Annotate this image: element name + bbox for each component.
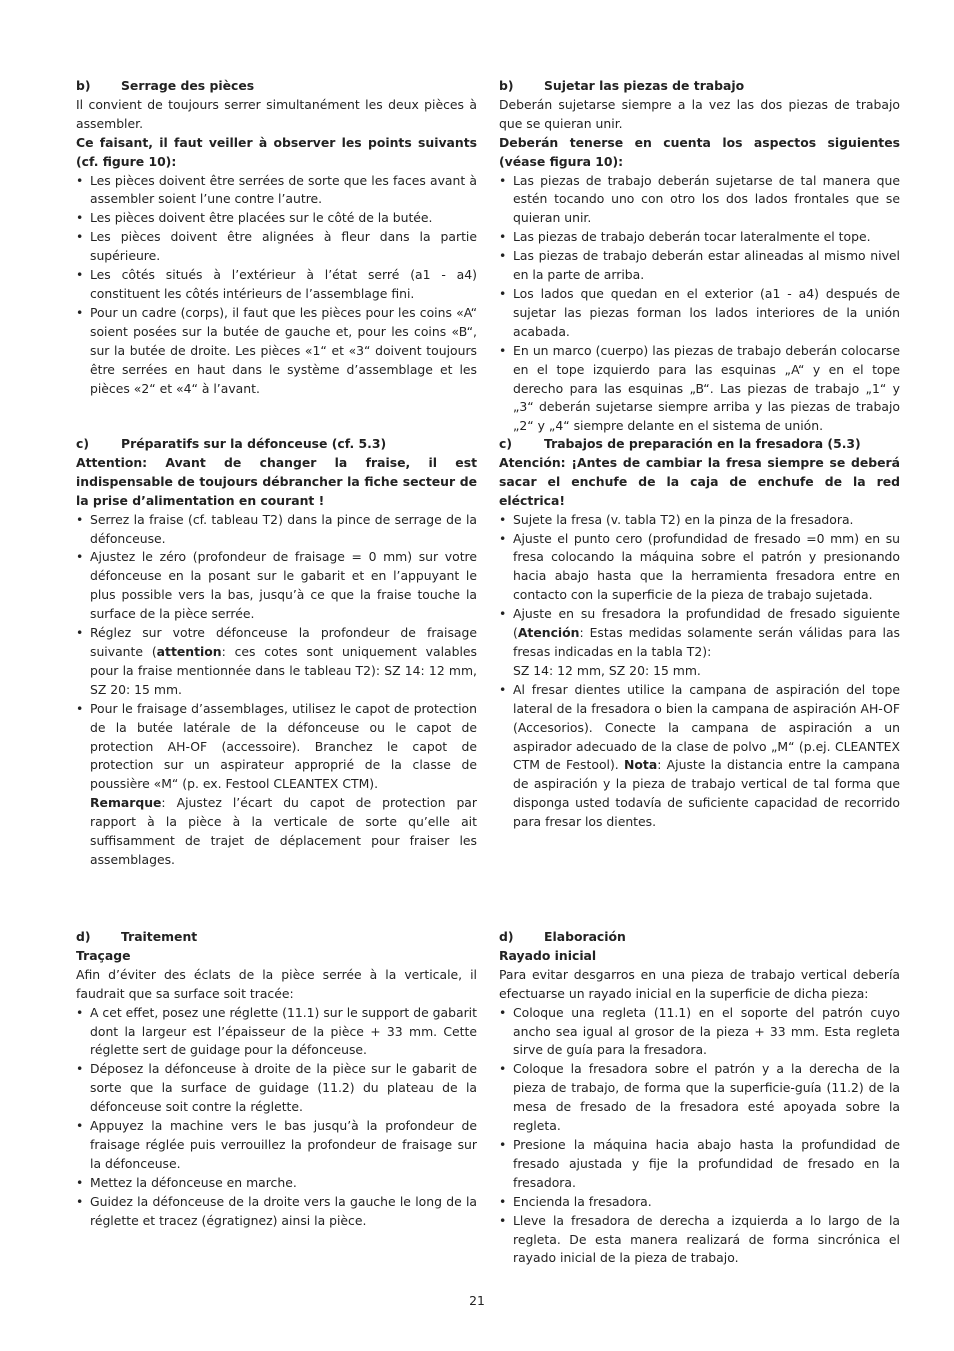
section-heading — [499, 435, 900, 454]
section-letter: d) — [499, 929, 514, 944]
list-item: • Ajuste el punto cero (profundidad de fresado =0 mm) en su fresa colocando la máquina sobre el patrón y presionando hacia abajo hasta que la herramienta fresadora entre en contacto con la superficie de la pieza de trabajo sujetada. — [499, 530, 900, 606]
subtitle: Traçage — [76, 947, 131, 963]
bold-text: Atención — [517, 625, 580, 641]
list-item: • Les pièces doivent être placées sur le côté de la butée. — [76, 209, 477, 228]
section-letter: c) — [499, 436, 513, 451]
warning-paragraph: Atención: ¡Antes de cambiar la fresa siempre se deberá sacar el enchufe de la caja de enchufe de la red eléctrica! — [499, 454, 900, 508]
section-title: Traitement — [121, 929, 198, 944]
section-b-fr — [76, 77, 477, 398]
section-letter: b) — [499, 78, 514, 93]
list-item — [499, 605, 900, 681]
list-item: • A cet effet, posez une réglette (11.1) sur le support de gabarit dont la largeur est l’épaisseur de la pièce + 33 mm. Cette réglette sert de guidage pour la défonceuse. — [76, 1004, 477, 1061]
list-item: • Appuyez la machine vers le bas jusqu’à la profondeur de fraisage réglée puis verrouillez la profondeur de fraisage sur la défonceuse. — [76, 1117, 477, 1174]
list-item: • Ajustez le zéro (profondeur de fraisage = 0 mm) sur votre défonceuse en la posant sur le gabarit et en l’appuyant le plus possible vers la bas, jusqu’à ce que la fraise touche la surface de la pièce serrée. — [76, 548, 477, 624]
list-item: • Las piezas de trabajo deberán sujetarse de tal manera que estén tocando uno con otro los dos lados frontales que se quieran unir. — [499, 172, 900, 229]
page-number: 21 — [469, 1293, 485, 1308]
section-letter: c) — [76, 436, 90, 451]
list-item: • Pour un cadre (corps), il faut que les pièces pour les coins «A“ soient posées sur la butée de gauche et, pour les coins «B“, sur la butée de droite. Les pièces «1“ et «3“ doivent toujours être serrées en haut dans le système d’assemblage et les pièces «2“ et «4“ à l’avant. — [76, 304, 477, 399]
list-item — [499, 681, 900, 832]
section-title: Trabajos de preparación en la fresadora (5.3) — [544, 436, 861, 451]
bullet-list — [499, 1004, 900, 1269]
text: Ajuste en su fresadora la profundidad de fresado siguiente ( — [513, 606, 900, 641]
section-b-es — [499, 77, 900, 436]
list-item: • Las piezas de trabajo deberán tocar lateralmente el tope. — [499, 228, 900, 247]
section-heading — [76, 435, 477, 454]
list-item: • Pour le fraisage d’assemblages, utilisez le capot de protection de la butée latérale de la défonceuse ou le capot de protection AH-OF (accessoire). Branchez le capot de protection sur un aspirateur approprié de la classe de poussière «M“ (p. ex. Festool CLEANTEX CTM). — [76, 700, 477, 795]
list-item: • Les côtés situés à l’extérieur à l’état serré (a1 - a4) constituent les côtés intérieurs de l’assemblage fini. — [76, 266, 477, 304]
section-title: Elaboración — [544, 929, 626, 944]
warning-paragraph: Attention: Avant de changer la fraise, il est indispensable de toujours débrancher la fiche secteur de la prise d’alimentation en courant ! — [76, 454, 477, 508]
text: : Estas medidas solamente serán válidas para las fresas indicadas en la tabla T2): — [513, 625, 900, 659]
list-item: • Les pièces doivent être alignées à fleur dans la partie supérieure. — [76, 228, 477, 266]
list-item: • En un marco (cuerpo) las piezas de trabajo deberán colocarse en el tope izquierdo para las esquinas „A“ y en el tope derecho para las esquinas „B“. Las piezas de trabajo „1“ y „3“ deberán sujetarse siempre arriba y las piezas de trabajo „2“ y „4“ siempre delante en el sistema de unión. — [499, 342, 900, 437]
section-d-es — [499, 928, 900, 1268]
text: Al fresar dientes utilice la campana de aspiración del tope lateral de la fresadora o bien la campana de aspiración AH-OF (Accesorios). Conecte la campana de aspiración a un aspirador adecuado de la clase de polvo „M“ (p.ej. CLEANTEX CTM de Festool). — [513, 681, 900, 773]
paragraph: Afin d’éviter des éclats de la pièce serrée à la verticale, il faudrait que sa surface soit tracée: — [76, 966, 477, 1001]
section-heading — [76, 928, 477, 947]
note-paragraph — [76, 794, 477, 870]
section-title: Serrage des pièces — [121, 78, 255, 93]
list-item: • Guidez la défonceuse de la droite vers la gauche le long de la réglette et tracez (égratignez) ainsi la pièce. — [76, 1193, 477, 1231]
list-item: • Déposez la défonceuse à droite de la pièce sur le gabarit de sorte que la surface de guidage (11.2) du plateau de la défonceuse soit contre la réglette. — [76, 1060, 477, 1117]
list-item: • Sujete la fresa (v. tabla T2) en la pinza de la fresadora. — [499, 511, 900, 530]
list-item: • Los lados que quedan en el exterior (a1 - a4) después de sujetar las piezas forman los lados interiores de la unión acabada. — [499, 285, 900, 342]
bullet-list — [499, 511, 900, 832]
section-c-es — [499, 435, 900, 832]
section-d-fr — [76, 928, 477, 1231]
bullet-list — [76, 1004, 477, 1231]
list-item — [76, 624, 477, 700]
section-letter: b) — [76, 78, 91, 93]
paragraph: Para evitar desgarros en una pieza de trabajo vertical debería efectuarse un rayado inicial en la superficie de dicha pieza: — [499, 966, 900, 1001]
list-item: • Las piezas de trabajo deberán estar alineadas al mismo nivel en la parte de arriba. — [499, 247, 900, 285]
subtitle: Rayado inicial — [499, 947, 597, 963]
list-item: • Encienda la fresadora. — [499, 1193, 900, 1212]
list-item: • Coloque la fresadora sobre el patrón y a la derecha de la pieza de trabajo, de forma que la superficie-guía (11.2) de la mesa de fresado de la fresadora esté apoyada sobre la regleta. — [499, 1060, 900, 1136]
section-heading — [76, 77, 477, 96]
text: : Ajustez l’écart du capot de protection par rapport à la pièce à la verticale de sorte qu’elle ait suffisamment de trajet de déplacement pour fraiser les assemblages. — [90, 795, 477, 867]
bullet-list — [76, 511, 477, 795]
bold-text: Remarque — [90, 795, 162, 811]
section-heading — [499, 77, 900, 96]
list-item: • Mettez la défonceuse en marche. — [76, 1174, 477, 1193]
list-item: • Serrez la fraise (cf. tableau T2) dans la pince de serrage de la défonceuse. — [76, 511, 477, 549]
bold-text: attention — [156, 643, 222, 659]
section-title: Sujetar las piezas de trabajo — [544, 78, 745, 93]
section-heading — [499, 928, 900, 947]
bold-paragraph: Ce faisant, il faut veiller à observer les points suivants (cf. figure 10): — [76, 134, 477, 169]
list-item: • Les pièces doivent être serrées de sorte que les faces avant à assembler soient l’une contre l’autre. — [76, 172, 477, 210]
list-item: • Coloque una regleta (11.1) en el soporte del patrón cuyo ancho sea igual al grosor de la pieza + 33 mm. Esta regleta sirve de guía para la fresadora. — [499, 1004, 900, 1061]
text: : ces cotes sont uniquement valables pour la fraise mentionnée dans le tableau T2): SZ 14: 12 mm, SZ 20: 15 mm. — [90, 643, 477, 697]
section-letter: d) — [76, 929, 91, 944]
section-c-fr — [76, 435, 477, 870]
paragraph: Il convient de toujours serrer simultanément les deux pièces à assembler. — [76, 96, 477, 131]
text: Réglez sur votre défonceuse la profondeur de fraisage suivante ( — [90, 625, 477, 659]
bullet-list — [76, 172, 477, 399]
list-item: • Presione la máquina hacia abajo hasta la profundidad de fresado ajustada y fije la profundidad de fresado en la fresadora. — [499, 1136, 900, 1193]
bullet-list — [499, 172, 900, 437]
bold-text: Nota — [624, 757, 658, 773]
text: : Ajuste la distancia entre la campana de aspiración y la pieza de trabajo vertical de tal forma que disponga usted todavía de suficiente capacidad de recorrido para fresar los dientes. — [513, 757, 900, 830]
bold-paragraph: Deberán tenerse en cuenta los aspectos siguientes (véase figura 10): — [499, 134, 900, 169]
paragraph: Deberán sujetarse siempre a la vez las dos piezas de trabajo que se quieran unir. — [499, 96, 900, 131]
list-item: • Lleve la fresadora de derecha a izquierda a lo largo de la regleta. De esta manera realizará de forma sincrónica el rayado inicial de la pieza de trabajo. — [499, 1212, 900, 1269]
depth-values: SZ 14: 12 mm, SZ 20: 15 mm. — [513, 662, 701, 678]
section-title: Préparatifs sur la défonceuse (cf. 5.3) — [121, 436, 387, 451]
